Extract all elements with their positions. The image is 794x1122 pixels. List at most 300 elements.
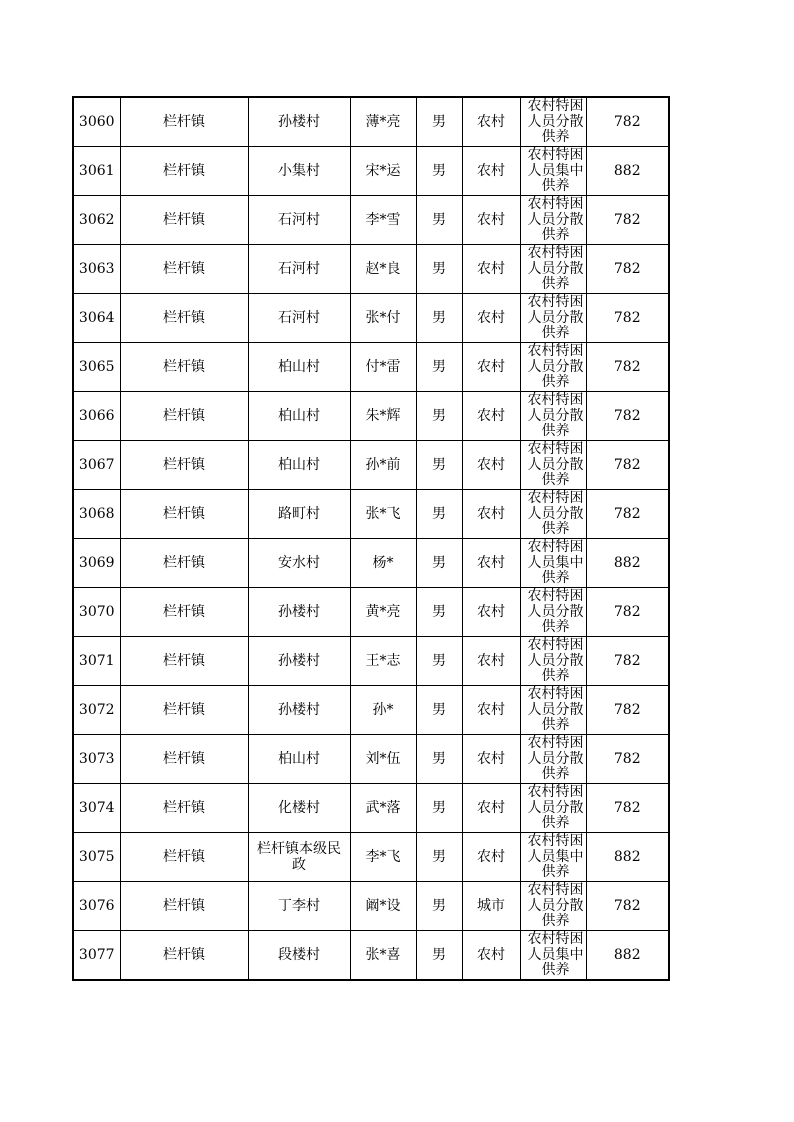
village-cell <box>248 882 350 931</box>
name-cell <box>350 147 416 196</box>
table-row <box>73 147 669 196</box>
area-text: 农村 <box>477 212 505 228</box>
gender-cell <box>416 588 462 637</box>
village-text: 孙楼村 <box>278 702 320 718</box>
amount-text: 782 <box>613 751 641 767</box>
amount-cell <box>586 343 669 392</box>
name-cell <box>350 539 416 588</box>
village-cell <box>248 833 350 882</box>
name-cell <box>350 637 416 686</box>
amount-cell <box>586 637 669 686</box>
category-text: 农村特困人员集中供养 <box>527 539 584 586</box>
category-text: 农村特困人员分散供养 <box>527 588 584 635</box>
name-text: 张*喜 <box>365 947 401 963</box>
area-text: 农村 <box>477 408 505 424</box>
town-cell <box>120 392 248 441</box>
town-cell <box>120 637 248 686</box>
amount-text: 782 <box>613 261 641 277</box>
amount-text: 782 <box>613 702 641 718</box>
category-text: 农村特困人员分散供养 <box>527 735 584 782</box>
name-text: 武*落 <box>365 800 401 816</box>
area-text: 农村 <box>477 457 505 473</box>
name-text: 赵*良 <box>365 261 401 277</box>
amount-text: 782 <box>613 457 641 473</box>
category-text: 农村特困人员分散供养 <box>527 686 584 733</box>
gender-text: 男 <box>432 212 446 228</box>
record-id-text: 3072 <box>78 702 115 718</box>
name-text: 付*雷 <box>365 359 401 375</box>
amount-text: 882 <box>613 555 641 571</box>
town-text: 栏杆镇 <box>163 702 205 718</box>
village-text: 孙楼村 <box>278 114 320 130</box>
category-text: 农村特困人员集中供养 <box>527 147 584 194</box>
gender-cell <box>416 245 462 294</box>
record-id-text: 3065 <box>78 359 115 375</box>
area-text: 农村 <box>477 555 505 571</box>
area-cell <box>462 588 520 637</box>
category-cell <box>520 441 586 490</box>
town-text: 栏杆镇 <box>163 800 205 816</box>
gender-text: 男 <box>432 310 446 326</box>
town-text: 栏杆镇 <box>163 212 205 228</box>
gender-cell <box>416 294 462 343</box>
gender-cell <box>416 97 462 147</box>
category-cell <box>520 147 586 196</box>
amount-cell <box>586 392 669 441</box>
table-row <box>73 784 669 833</box>
category-cell <box>520 588 586 637</box>
category-cell <box>520 490 586 539</box>
name-cell <box>350 97 416 147</box>
category-cell <box>520 686 586 735</box>
area-cell <box>462 245 520 294</box>
category-cell <box>520 294 586 343</box>
record-id-cell <box>73 245 120 294</box>
amount-text: 882 <box>613 947 641 963</box>
category-cell <box>520 97 586 147</box>
village-cell <box>248 196 350 245</box>
category-text: 农村特困人员分散供养 <box>527 490 584 537</box>
gender-cell <box>416 686 462 735</box>
amount-cell <box>586 245 669 294</box>
amount-cell <box>586 196 669 245</box>
town-cell <box>120 294 248 343</box>
town-text: 栏杆镇 <box>163 555 205 571</box>
table-row <box>73 245 669 294</box>
category-cell <box>520 882 586 931</box>
record-id-text: 3066 <box>78 408 115 424</box>
amount-text: 782 <box>613 898 641 914</box>
name-cell <box>350 245 416 294</box>
record-id-text: 3062 <box>78 212 115 228</box>
name-text: 黄*亮 <box>365 604 401 620</box>
record-id-text: 3063 <box>78 261 115 277</box>
table-row <box>73 97 669 147</box>
area-cell <box>462 97 520 147</box>
category-text: 农村特困人员分散供养 <box>527 882 584 929</box>
table-row <box>73 392 669 441</box>
name-cell <box>350 490 416 539</box>
record-id-text: 3069 <box>78 555 115 571</box>
town-cell <box>120 196 248 245</box>
village-cell <box>248 392 350 441</box>
gender-text: 男 <box>432 457 446 473</box>
amount-text: 882 <box>613 163 641 179</box>
area-text: 城市 <box>477 898 505 914</box>
gender-text: 男 <box>432 604 446 620</box>
amount-text: 782 <box>613 212 641 228</box>
gender-cell <box>416 735 462 784</box>
village-cell <box>248 784 350 833</box>
record-id-text: 3061 <box>78 163 115 179</box>
gender-text: 男 <box>432 702 446 718</box>
name-text: 李*雪 <box>365 212 401 228</box>
town-cell <box>120 147 248 196</box>
category-cell <box>520 539 586 588</box>
amount-text: 782 <box>613 506 641 522</box>
category-text: 农村特困人员分散供养 <box>527 245 584 292</box>
name-text: 朱*辉 <box>365 408 401 424</box>
table-row <box>73 196 669 245</box>
amount-cell <box>586 784 669 833</box>
area-text: 农村 <box>477 310 505 326</box>
record-id-text: 3071 <box>78 653 115 669</box>
table-row <box>73 294 669 343</box>
category-text: 农村特困人员集中供养 <box>527 833 584 880</box>
village-text: 丁李村 <box>278 898 320 914</box>
name-cell <box>350 196 416 245</box>
gender-text: 男 <box>432 849 446 865</box>
amount-text: 782 <box>613 310 641 326</box>
amount-text: 782 <box>613 408 641 424</box>
gender-text: 男 <box>432 947 446 963</box>
village-text: 化楼村 <box>278 800 320 816</box>
name-text: 宋*运 <box>365 163 401 179</box>
gender-cell <box>416 882 462 931</box>
record-id-cell <box>73 539 120 588</box>
category-cell <box>520 735 586 784</box>
area-cell <box>462 343 520 392</box>
table-row <box>73 637 669 686</box>
record-id-text: 3068 <box>78 506 115 522</box>
gender-cell <box>416 637 462 686</box>
town-cell <box>120 588 248 637</box>
name-cell <box>350 784 416 833</box>
amount-text: 782 <box>613 800 641 816</box>
gender-text: 男 <box>432 114 446 130</box>
gender-cell <box>416 147 462 196</box>
table-row <box>73 539 669 588</box>
village-text: 柏山村 <box>278 457 320 473</box>
amount-cell <box>586 441 669 490</box>
record-id-cell <box>73 392 120 441</box>
town-cell <box>120 490 248 539</box>
town-cell <box>120 686 248 735</box>
village-cell <box>248 441 350 490</box>
record-id-text: 3075 <box>78 849 115 865</box>
village-cell <box>248 539 350 588</box>
town-text: 栏杆镇 <box>163 849 205 865</box>
town-cell <box>120 931 248 981</box>
area-cell <box>462 392 520 441</box>
area-text: 农村 <box>477 800 505 816</box>
amount-cell <box>586 490 669 539</box>
town-text: 栏杆镇 <box>163 310 205 326</box>
gender-text: 男 <box>432 898 446 914</box>
record-id-cell <box>73 931 120 981</box>
town-text: 栏杆镇 <box>163 261 205 277</box>
category-text: 农村特困人员分散供养 <box>527 294 584 341</box>
village-text: 孙楼村 <box>278 653 320 669</box>
name-text: 孙* <box>372 702 394 718</box>
record-id-cell <box>73 441 120 490</box>
village-cell <box>248 637 350 686</box>
area-text: 农村 <box>477 506 505 522</box>
name-cell <box>350 833 416 882</box>
record-id-cell <box>73 147 120 196</box>
category-cell <box>520 637 586 686</box>
name-text: 王*志 <box>365 653 401 669</box>
town-cell <box>120 784 248 833</box>
area-cell <box>462 539 520 588</box>
village-text: 石河村 <box>278 261 320 277</box>
town-text: 栏杆镇 <box>163 604 205 620</box>
record-id-cell <box>73 833 120 882</box>
category-text: 农村特困人员分散供养 <box>527 98 584 145</box>
gender-text: 男 <box>432 506 446 522</box>
gender-text: 男 <box>432 555 446 571</box>
amount-text: 782 <box>613 653 641 669</box>
name-cell <box>350 735 416 784</box>
area-cell <box>462 441 520 490</box>
village-text: 柏山村 <box>278 408 320 424</box>
category-text: 农村特困人员分散供养 <box>527 784 584 831</box>
table-row <box>73 588 669 637</box>
town-cell <box>120 343 248 392</box>
area-text: 农村 <box>477 702 505 718</box>
name-cell <box>350 392 416 441</box>
category-text: 农村特困人员分散供养 <box>527 196 584 243</box>
gender-cell <box>416 441 462 490</box>
area-cell <box>462 931 520 981</box>
category-text: 农村特困人员分散供养 <box>527 637 584 684</box>
town-text: 栏杆镇 <box>163 163 205 179</box>
gender-cell <box>416 931 462 981</box>
category-text: 农村特困人员分散供养 <box>527 441 584 488</box>
amount-cell <box>586 97 669 147</box>
town-text: 栏杆镇 <box>163 947 205 963</box>
category-text: 农村特困人员集中供养 <box>527 931 584 978</box>
name-text: 薄*亮 <box>365 114 401 130</box>
area-text: 农村 <box>477 653 505 669</box>
area-cell <box>462 490 520 539</box>
name-cell <box>350 931 416 981</box>
town-text: 栏杆镇 <box>163 506 205 522</box>
table-row <box>73 441 669 490</box>
record-id-cell <box>73 343 120 392</box>
village-text: 柏山村 <box>278 359 320 375</box>
town-text: 栏杆镇 <box>163 457 205 473</box>
record-id-text: 3060 <box>78 114 115 130</box>
area-cell <box>462 294 520 343</box>
gender-text: 男 <box>432 261 446 277</box>
gender-cell <box>416 833 462 882</box>
area-cell <box>462 637 520 686</box>
amount-cell <box>586 588 669 637</box>
area-cell <box>462 833 520 882</box>
table-row <box>73 833 669 882</box>
gender-cell <box>416 784 462 833</box>
area-text: 农村 <box>477 849 505 865</box>
village-cell <box>248 490 350 539</box>
name-text: 刘*伍 <box>365 751 401 767</box>
town-cell <box>120 882 248 931</box>
area-text: 农村 <box>477 163 505 179</box>
area-cell <box>462 147 520 196</box>
village-cell <box>248 97 350 147</box>
amount-text: 782 <box>613 359 641 375</box>
amount-text: 782 <box>613 114 641 130</box>
table-row <box>73 735 669 784</box>
amount-cell <box>586 882 669 931</box>
record-id-cell <box>73 882 120 931</box>
table-row <box>73 686 669 735</box>
name-text: 孙*前 <box>365 457 401 473</box>
area-cell <box>462 882 520 931</box>
amount-cell <box>586 686 669 735</box>
name-text: 张*飞 <box>365 506 401 522</box>
gender-cell <box>416 490 462 539</box>
record-id-text: 3076 <box>78 898 115 914</box>
amount-text: 882 <box>613 849 641 865</box>
name-text: 李*飞 <box>365 849 401 865</box>
name-cell <box>350 686 416 735</box>
village-cell <box>248 735 350 784</box>
area-cell <box>462 784 520 833</box>
record-id-cell <box>73 784 120 833</box>
gender-cell <box>416 392 462 441</box>
category-cell <box>520 196 586 245</box>
category-text: 农村特困人员分散供养 <box>527 343 584 390</box>
category-cell <box>520 392 586 441</box>
village-cell <box>248 147 350 196</box>
area-cell <box>462 735 520 784</box>
record-id-cell <box>73 637 120 686</box>
name-cell <box>350 441 416 490</box>
town-cell <box>120 539 248 588</box>
town-text: 栏杆镇 <box>163 114 205 130</box>
town-cell <box>120 833 248 882</box>
area-text: 农村 <box>477 604 505 620</box>
amount-cell <box>586 833 669 882</box>
table-row <box>73 882 669 931</box>
record-id-text: 3070 <box>78 604 115 620</box>
village-text: 栏杆镇本级民政 <box>257 841 341 873</box>
gender-text: 男 <box>432 800 446 816</box>
area-text: 农村 <box>477 751 505 767</box>
category-cell <box>520 343 586 392</box>
amount-cell <box>586 735 669 784</box>
area-cell <box>462 686 520 735</box>
village-cell <box>248 245 350 294</box>
name-cell <box>350 588 416 637</box>
gender-text: 男 <box>432 653 446 669</box>
town-cell <box>120 245 248 294</box>
town-cell <box>120 441 248 490</box>
village-cell <box>248 343 350 392</box>
town-text: 栏杆镇 <box>163 359 205 375</box>
gender-cell <box>416 539 462 588</box>
village-text: 柏山村 <box>278 751 320 767</box>
name-cell <box>350 343 416 392</box>
village-cell <box>248 931 350 981</box>
name-text: 阚*设 <box>365 898 401 914</box>
record-id-text: 3073 <box>78 751 115 767</box>
gender-text: 男 <box>432 408 446 424</box>
record-id-cell <box>73 735 120 784</box>
village-cell <box>248 588 350 637</box>
record-id-cell <box>73 97 120 147</box>
record-id-cell <box>73 588 120 637</box>
name-cell <box>350 882 416 931</box>
amount-text: 782 <box>613 604 641 620</box>
name-cell <box>350 294 416 343</box>
village-text: 孙楼村 <box>278 604 320 620</box>
name-text: 杨* <box>372 555 394 571</box>
record-id-cell <box>73 686 120 735</box>
records-table <box>72 96 670 981</box>
record-id-text: 3077 <box>78 947 115 963</box>
village-text: 安水村 <box>278 555 320 571</box>
record-id-cell <box>73 294 120 343</box>
record-id-text: 3064 <box>78 310 115 326</box>
area-text: 农村 <box>477 359 505 375</box>
gender-cell <box>416 343 462 392</box>
area-cell <box>462 196 520 245</box>
table-row <box>73 490 669 539</box>
area-text: 农村 <box>477 114 505 130</box>
village-text: 路町村 <box>278 506 320 522</box>
town-text: 栏杆镇 <box>163 898 205 914</box>
village-cell <box>248 686 350 735</box>
record-id-text: 3067 <box>78 457 115 473</box>
name-text: 张*付 <box>365 310 401 326</box>
category-cell <box>520 833 586 882</box>
gender-cell <box>416 196 462 245</box>
amount-cell <box>586 931 669 981</box>
town-cell <box>120 735 248 784</box>
town-text: 栏杆镇 <box>163 408 205 424</box>
record-id-text: 3074 <box>78 800 115 816</box>
table-body <box>73 97 669 980</box>
town-text: 栏杆镇 <box>163 653 205 669</box>
area-text: 农村 <box>477 947 505 963</box>
record-id-cell <box>73 490 120 539</box>
amount-cell <box>586 147 669 196</box>
village-text: 石河村 <box>278 212 320 228</box>
table-row <box>73 343 669 392</box>
town-text: 栏杆镇 <box>163 751 205 767</box>
gender-text: 男 <box>432 359 446 375</box>
category-cell <box>520 931 586 981</box>
gender-text: 男 <box>432 751 446 767</box>
amount-cell <box>586 294 669 343</box>
amount-cell <box>586 539 669 588</box>
village-text: 段楼村 <box>278 947 320 963</box>
village-text: 石河村 <box>278 310 320 326</box>
category-cell <box>520 245 586 294</box>
category-text: 农村特困人员分散供养 <box>527 392 584 439</box>
